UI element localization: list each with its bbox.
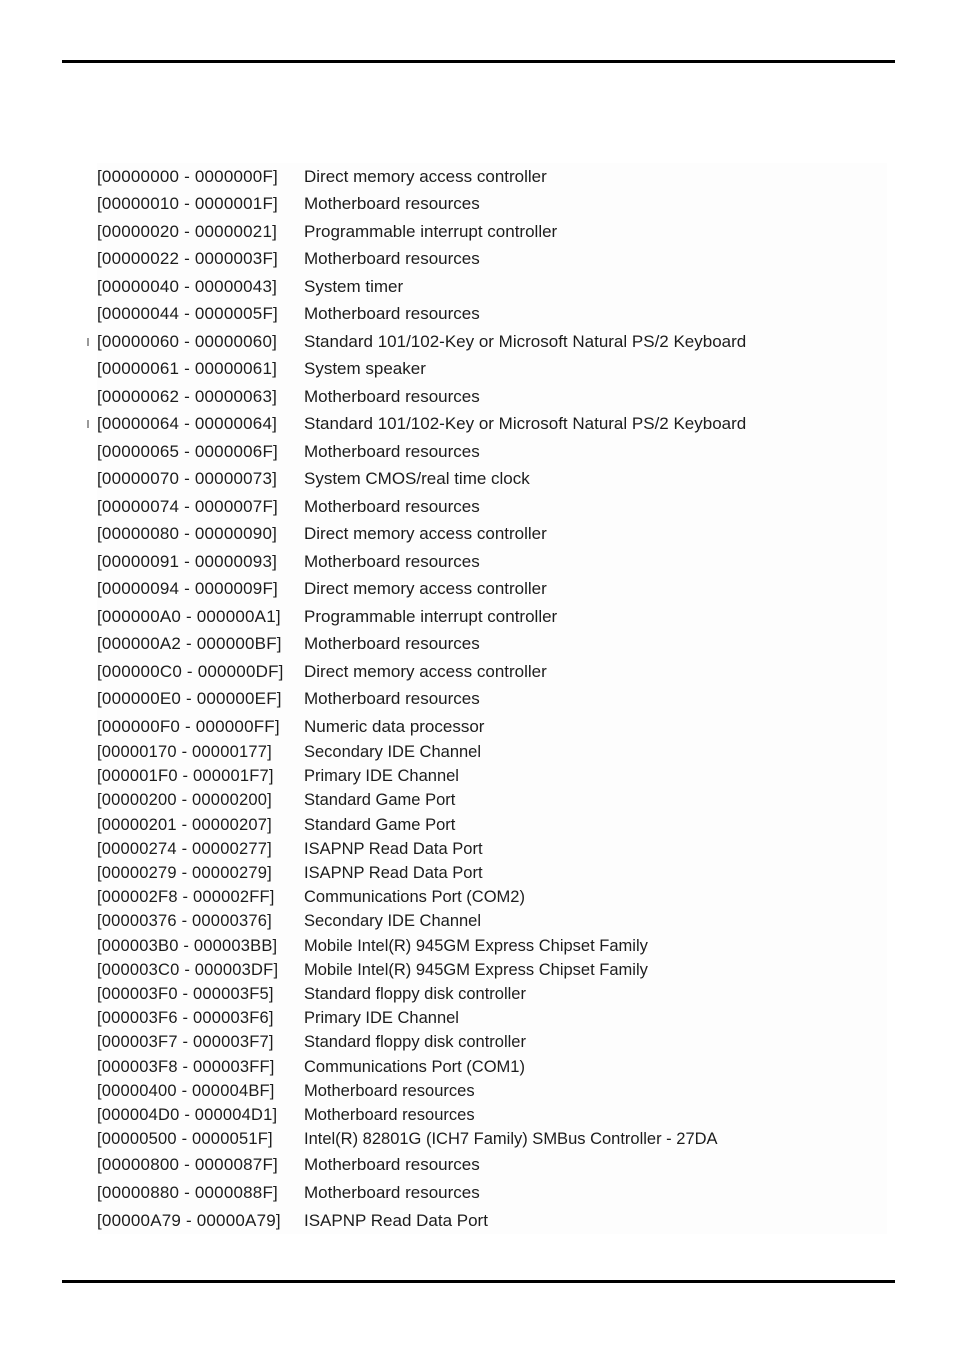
io-range-row <box>97 1103 887 1127</box>
io-range: [00000064 - 00000064] <box>97 414 278 434</box>
device-name: Standard floppy disk controller <box>304 984 526 1003</box>
io-range: [000003B0 - 000003BB] <box>97 936 278 955</box>
device-name: Secondary IDE Channel <box>304 912 482 931</box>
io-range: [00000274 - 00000277] <box>97 839 272 858</box>
io-range-row <box>97 328 887 356</box>
io-range-row <box>97 886 887 910</box>
io-range-row <box>97 163 887 191</box>
device-name: System timer <box>304 276 404 296</box>
io-range: [00000400 - 000004BF] <box>97 1081 275 1100</box>
io-range: [00000010 - 0000001F] <box>97 194 278 214</box>
io-range: [000003F0 - 000003F5] <box>97 984 274 1003</box>
io-range-row <box>97 765 887 789</box>
io-resource-list <box>97 163 887 1234</box>
device-name: Motherboard resources <box>304 194 480 214</box>
device-name: Communications Port (COM2) <box>304 888 525 907</box>
device-name: Primary IDE Channel <box>304 767 459 786</box>
device-name: Motherboard resources <box>304 551 480 571</box>
io-range: [000000C0 - 000000DF] <box>97 661 284 681</box>
io-range-row <box>97 438 887 466</box>
io-range-row <box>97 301 887 329</box>
device-name: Motherboard resources <box>304 249 480 269</box>
device-name: Motherboard resources <box>304 1183 480 1203</box>
io-range-row <box>97 548 887 576</box>
io-range-row <box>97 910 887 934</box>
device-name: Standard 101/102-Key or Microsoft Natural PS/2 Keyboard <box>304 414 747 434</box>
io-range: [000004D0 - 000004D1] <box>97 1105 278 1124</box>
io-range-row <box>97 1007 887 1031</box>
io-range-row <box>97 631 887 659</box>
io-range: [00000094 - 0000009F] <box>97 579 278 599</box>
io-range: [000003F7 - 000003F7] <box>97 1033 274 1052</box>
header-rule <box>62 60 895 63</box>
device-name: Motherboard resources <box>304 304 480 324</box>
device-name: Motherboard resources <box>304 386 480 406</box>
device-name: Motherboard resources <box>304 1081 475 1100</box>
device-name: Motherboard resources <box>304 496 480 516</box>
device-name: Motherboard resources <box>304 689 480 709</box>
io-range-row <box>97 837 887 861</box>
io-range-row <box>97 1079 887 1103</box>
io-range: [00000376 - 00000376] <box>97 912 272 931</box>
io-range-row <box>97 741 887 765</box>
io-range-row <box>97 813 887 837</box>
io-range: [00000080 - 00000090] <box>97 524 278 544</box>
io-range-row <box>97 576 887 604</box>
io-range: [00000500 - 0000051F] <box>97 1130 273 1149</box>
io-range: [000001F0 - 000001F7] <box>97 767 274 786</box>
device-name: Standard Game Port <box>304 791 456 810</box>
device-name: Direct memory access controller <box>304 166 547 186</box>
io-range-row <box>97 493 887 521</box>
io-range: [00000880 - 0000088F] <box>97 1183 278 1203</box>
io-range-row <box>97 246 887 274</box>
io-range: [00000000 - 0000000F] <box>97 166 278 186</box>
io-range-row <box>97 686 887 714</box>
io-range: [000002F8 - 000002FF] <box>97 888 275 907</box>
io-range-row <box>97 861 887 885</box>
io-range-row <box>97 1152 887 1180</box>
device-name: Motherboard resources <box>304 1155 480 1175</box>
device-name: Numeric data processor <box>304 716 485 736</box>
io-range: [00000062 - 00000063] <box>97 386 278 406</box>
io-range-row <box>97 713 887 741</box>
io-range: [000003F8 - 000003FF] <box>97 1057 275 1076</box>
io-range: [00000020 - 00000021] <box>97 221 278 241</box>
device-name: Standard 101/102-Key or Microsoft Natural PS/2 Keyboard <box>304 331 747 351</box>
io-range: [00000279 - 00000279] <box>97 864 272 883</box>
device-name: Programmable interrupt controller <box>304 606 558 626</box>
device-name: ISAPNP Read Data Port <box>304 839 483 858</box>
device-name: Motherboard resources <box>304 1105 475 1124</box>
io-range: [00000060 - 00000060] <box>97 331 278 351</box>
io-range: [00000022 - 0000003F] <box>97 249 278 269</box>
io-range: [00000061 - 00000061] <box>97 359 278 379</box>
io-range-row <box>97 1055 887 1079</box>
device-name: System speaker <box>304 359 426 379</box>
io-range-row <box>97 789 887 813</box>
io-range-row <box>97 191 887 219</box>
device-name: Direct memory access controller <box>304 579 547 599</box>
tree-artifact-tick <box>87 338 89 346</box>
device-name: Standard Game Port <box>304 815 456 834</box>
device-name: Direct memory access controller <box>304 661 547 681</box>
io-range-row <box>97 466 887 494</box>
device-name: Mobile Intel(R) 945GM Express Chipset Family <box>304 960 648 979</box>
io-range: [000003C0 - 000003DF] <box>97 960 279 979</box>
device-name: Programmable interrupt controller <box>304 221 558 241</box>
io-range: [00000070 - 00000073] <box>97 469 278 489</box>
io-range-row <box>97 383 887 411</box>
io-range-row <box>97 982 887 1006</box>
io-range: [000000A0 - 000000A1] <box>97 606 281 626</box>
io-range: [00000074 - 0000007F] <box>97 496 278 516</box>
io-range: [00000200 - 00000200] <box>97 791 272 810</box>
device-name: ISAPNP Read Data Port <box>304 864 483 883</box>
io-range: [000000A2 - 000000BF] <box>97 634 282 654</box>
device-name: ISAPNP Read Data Port <box>304 1210 488 1230</box>
io-range-row <box>97 1207 887 1235</box>
io-range: [00000A79 - 00000A79] <box>97 1210 281 1230</box>
io-range: [00000044 - 0000005F] <box>97 304 278 324</box>
device-name: Communications Port (COM1) <box>304 1057 525 1076</box>
io-range-row <box>97 958 887 982</box>
io-range: [00000065 - 0000006F] <box>97 441 278 461</box>
io-range-row <box>97 411 887 439</box>
io-range-row <box>97 1031 887 1055</box>
device-name: Intel(R) 82801G (ICH7 Family) SMBus Controller - 27DA <box>304 1130 718 1149</box>
io-range: [00000091 - 00000093] <box>97 551 278 571</box>
io-range: [00000040 - 00000043] <box>97 276 278 296</box>
device-name: Motherboard resources <box>304 441 480 461</box>
io-range-row <box>97 218 887 246</box>
io-range: [00000170 - 00000177] <box>97 743 272 762</box>
device-name: Secondary IDE Channel <box>304 743 482 762</box>
io-range-row <box>97 273 887 301</box>
device-name: Standard floppy disk controller <box>304 1033 526 1052</box>
device-name: Direct memory access controller <box>304 524 547 544</box>
io-range-row <box>97 1128 887 1152</box>
io-range: [00000800 - 0000087F] <box>97 1155 278 1175</box>
io-range: [000003F6 - 000003F6] <box>97 1009 274 1028</box>
io-range: [00000201 - 00000207] <box>97 815 272 834</box>
device-name: Primary IDE Channel <box>304 1009 459 1028</box>
footer-rule <box>62 1280 895 1283</box>
io-range: [000000F0 - 000000FF] <box>97 716 280 736</box>
device-name: Motherboard resources <box>304 634 480 654</box>
device-name: System CMOS/real time clock <box>304 469 530 489</box>
io-range-row <box>97 356 887 384</box>
io-range-row <box>97 934 887 958</box>
io-range-row <box>97 603 887 631</box>
io-range-row <box>97 521 887 549</box>
io-range-row <box>97 1179 887 1207</box>
io-range: [000000E0 - 000000EF] <box>97 689 282 709</box>
tree-artifact-tick <box>87 420 89 428</box>
device-name: Mobile Intel(R) 945GM Express Chipset Family <box>304 936 648 955</box>
io-range-row <box>97 658 887 686</box>
